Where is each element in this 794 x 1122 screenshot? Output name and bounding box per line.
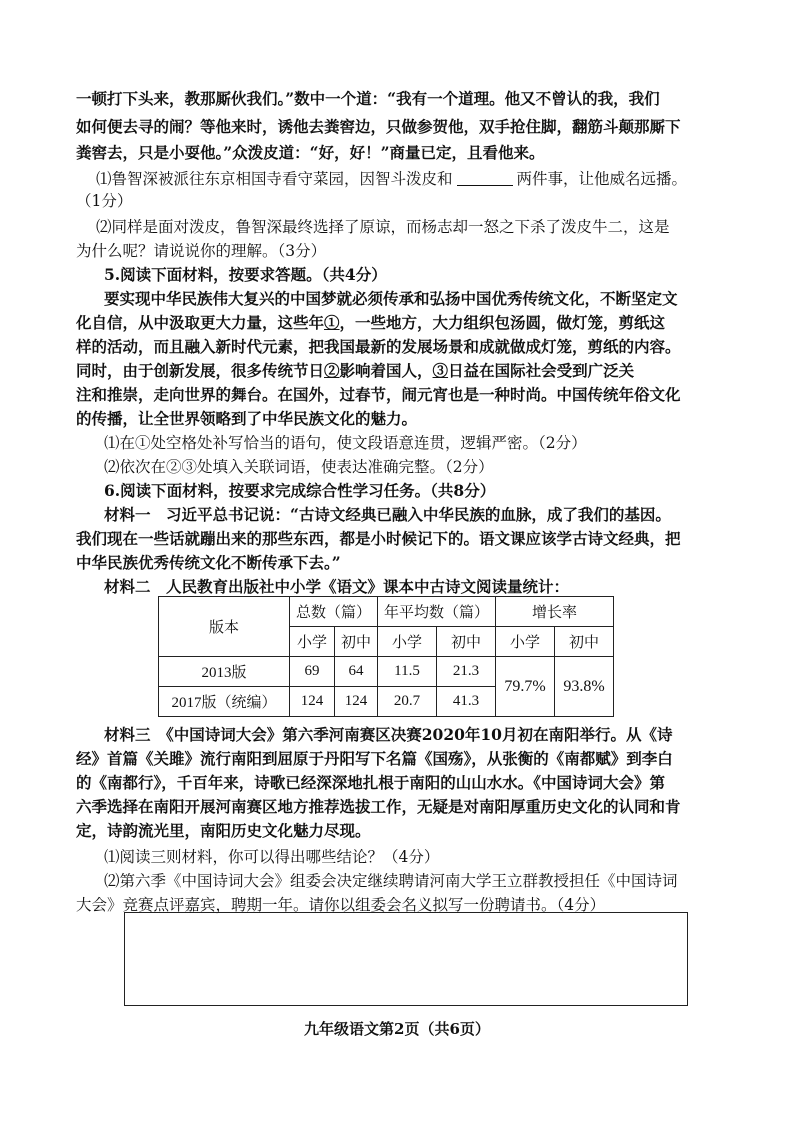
passage-line-1: 一顿打下头来，教那厮伙我们。”数中一个道：“我有一个道理。他又不曾认的我，我们 (76, 89, 660, 108)
blank-marker-1: ① (324, 313, 340, 332)
material-5-line-1: 要实现中华民族伟大复兴的中国梦就必须传承和弘扬中国优秀传统文化，不断坚定文 (104, 289, 678, 308)
material-three-line-4: 六季选择在南阳开展河南赛区地方推荐选拔工作，无疑是对南阳厚重历史文化的认同和肯 (76, 797, 681, 816)
question-4-2-line-2: 为什么呢？请说说你的理解。（3分） (76, 242, 327, 260)
cell-total-primary: 69 (290, 657, 335, 687)
page-footer: 九年级语文第2页（共6页） (304, 1020, 490, 1038)
sub-header-primary: 小学 (496, 627, 555, 657)
cell-edition: 2013版 (159, 657, 290, 687)
question-5-1: ⑴在①处空格处补写恰当的语句，使文段语意连贯，逻辑严密。（2分） (104, 434, 587, 452)
question-6-1: ⑴阅读三则材料，你可以得出哪些结论？（4分） (104, 848, 440, 866)
material-two-caption: 材料二 人民教育出版社中小学《语文》课本中古诗文阅读量统计： (104, 577, 570, 596)
material-5-line-4-b: 影响着国人， (339, 361, 433, 380)
cell-avg-junior: 41.3 (437, 687, 496, 717)
material-three-line-2: 经》首篇《关雎》流行南阳到屈原于丹阳写下名篇《国殇》，从张衡的《南都赋》到李白 (76, 749, 673, 768)
material-5-line-4-a: 同时，由于创新发展，很多传统节日 (76, 361, 325, 380)
material-three-line-5: 定，诗韵流光里，南阳历史文化魅力尽现。 (76, 821, 371, 840)
question-6-2-line-2: 大会》竞赛点评嘉宾，聘期一年。请你以组委会名义拟写一份聘请书。（4分） (76, 896, 606, 914)
question-4-1-part-b: 两件事，让他威名远播。 (516, 170, 688, 188)
cell-avg-primary: 11.5 (378, 657, 437, 687)
material-one-line-3: 中华民族优秀传统文化不断传承下去。” (76, 553, 341, 572)
fill-blank (457, 169, 513, 186)
sub-header-primary: 小学 (378, 627, 437, 657)
header-total: 总数（篇） (290, 597, 378, 627)
sub-header-primary: 小学 (290, 627, 335, 657)
cell-total-junior: 64 (335, 657, 378, 687)
sub-header-junior: 初中 (335, 627, 378, 657)
passage-line-3: 粪窖去，只是小耍他。”众泼皮道：“好，好！”商量已定，且看他来。 (76, 143, 545, 162)
material-5-line-5: 注和推崇，走向世界的舞台。在国外，过春节，闹元宵也是一种时尚。中国传统年俗文化 (76, 385, 681, 404)
reading-stats-table (158, 596, 614, 717)
sub-header-junior: 初中 (555, 627, 614, 657)
cell-growth-junior: 93.8% (555, 657, 614, 717)
header-edition: 版本 (159, 597, 290, 657)
answer-box[interactable] (124, 912, 688, 1006)
question-4-1 (96, 164, 687, 194)
section-6-heading: 6.阅读下面材料，按要求完成综合性学习任务。（共8分） (104, 481, 496, 500)
cell-avg-primary: 20.7 (378, 687, 437, 717)
material-one-line-1: 材料一 习近平总书记说：“古诗文经典已融入中华民族的血脉，成了我们的基因。 (104, 505, 671, 524)
question-4-2-line-1: ⑵同样是面对泼皮，鲁智深最终选择了原谅，而杨志却一怒之下杀了泼皮牛二，这是 (96, 218, 670, 236)
header-average: 年平均数（篇） (378, 597, 496, 627)
question-4-1-part-a: ⑴鲁智深被派往东京相国寺看守菜园，因智斗泼皮和 (96, 170, 453, 188)
header-growth: 增长率 (496, 597, 614, 627)
passage-line-2: 如何便去寻的闹？等他来时，诱他去粪窖边，只做参贺他，双手抢住脚，翻筋斗颠那厮下 (76, 117, 681, 136)
cell-avg-junior: 21.3 (437, 657, 496, 687)
cell-growth-primary: 79.7% (496, 657, 555, 717)
material-5-line-2-a: 化自信，从中汲取更大力量，这些年 (76, 313, 325, 332)
section-5-heading: 5.阅读下面材料，按要求答题。（共4分） (104, 265, 387, 284)
cell-edition: 2017版（统编） (159, 687, 290, 717)
blank-marker-2: ② (324, 361, 340, 380)
blank-marker-3: ③ (432, 361, 449, 380)
material-5-line-3: 样的活动，而且融入新时代元素，把我国最新的发展场景和成就做成灯笼，剪纸的内容。 (76, 337, 681, 356)
question-4-1-score: （1分） (76, 192, 133, 210)
material-three-line-1: 材料三 《中国诗词大会》第六季河南赛区决赛2020年10月初在南阳举行。从《诗 (104, 725, 673, 744)
cell-total-junior: 124 (335, 687, 378, 717)
material-5-line-4-c: 日益在国际社会受到广泛关 (448, 361, 635, 380)
cell-total-primary: 124 (290, 687, 335, 717)
question-6-2-line-1: ⑵第六季《中国诗词大会》组委会决定继续聘请河南大学王立群教授担任《中国诗词 (104, 872, 678, 890)
sub-header-junior: 初中 (437, 627, 496, 657)
question-5-2: ⑵依次在②③处填入关联词语，使表达准确完整。（2分） (104, 458, 494, 476)
material-5-line-6: 的传播，让全世界领略到了中华民族文化的魅力。 (76, 409, 418, 428)
material-5-line-2-b: ，一些地方，大力组织包汤圆，做灯笼，剪纸这 (339, 313, 666, 332)
material-one-line-2: 我们现在一些话就蹦出来的那些东西，都是小时候记下的。语文课应该学古诗文经典，把 (76, 529, 681, 548)
table-row (159, 657, 614, 687)
material-three-line-3: 的《南都行》，千百年来，诗歌已经深深地扎根于南阳的山山水水。《中国诗词大会》第 (76, 773, 666, 792)
